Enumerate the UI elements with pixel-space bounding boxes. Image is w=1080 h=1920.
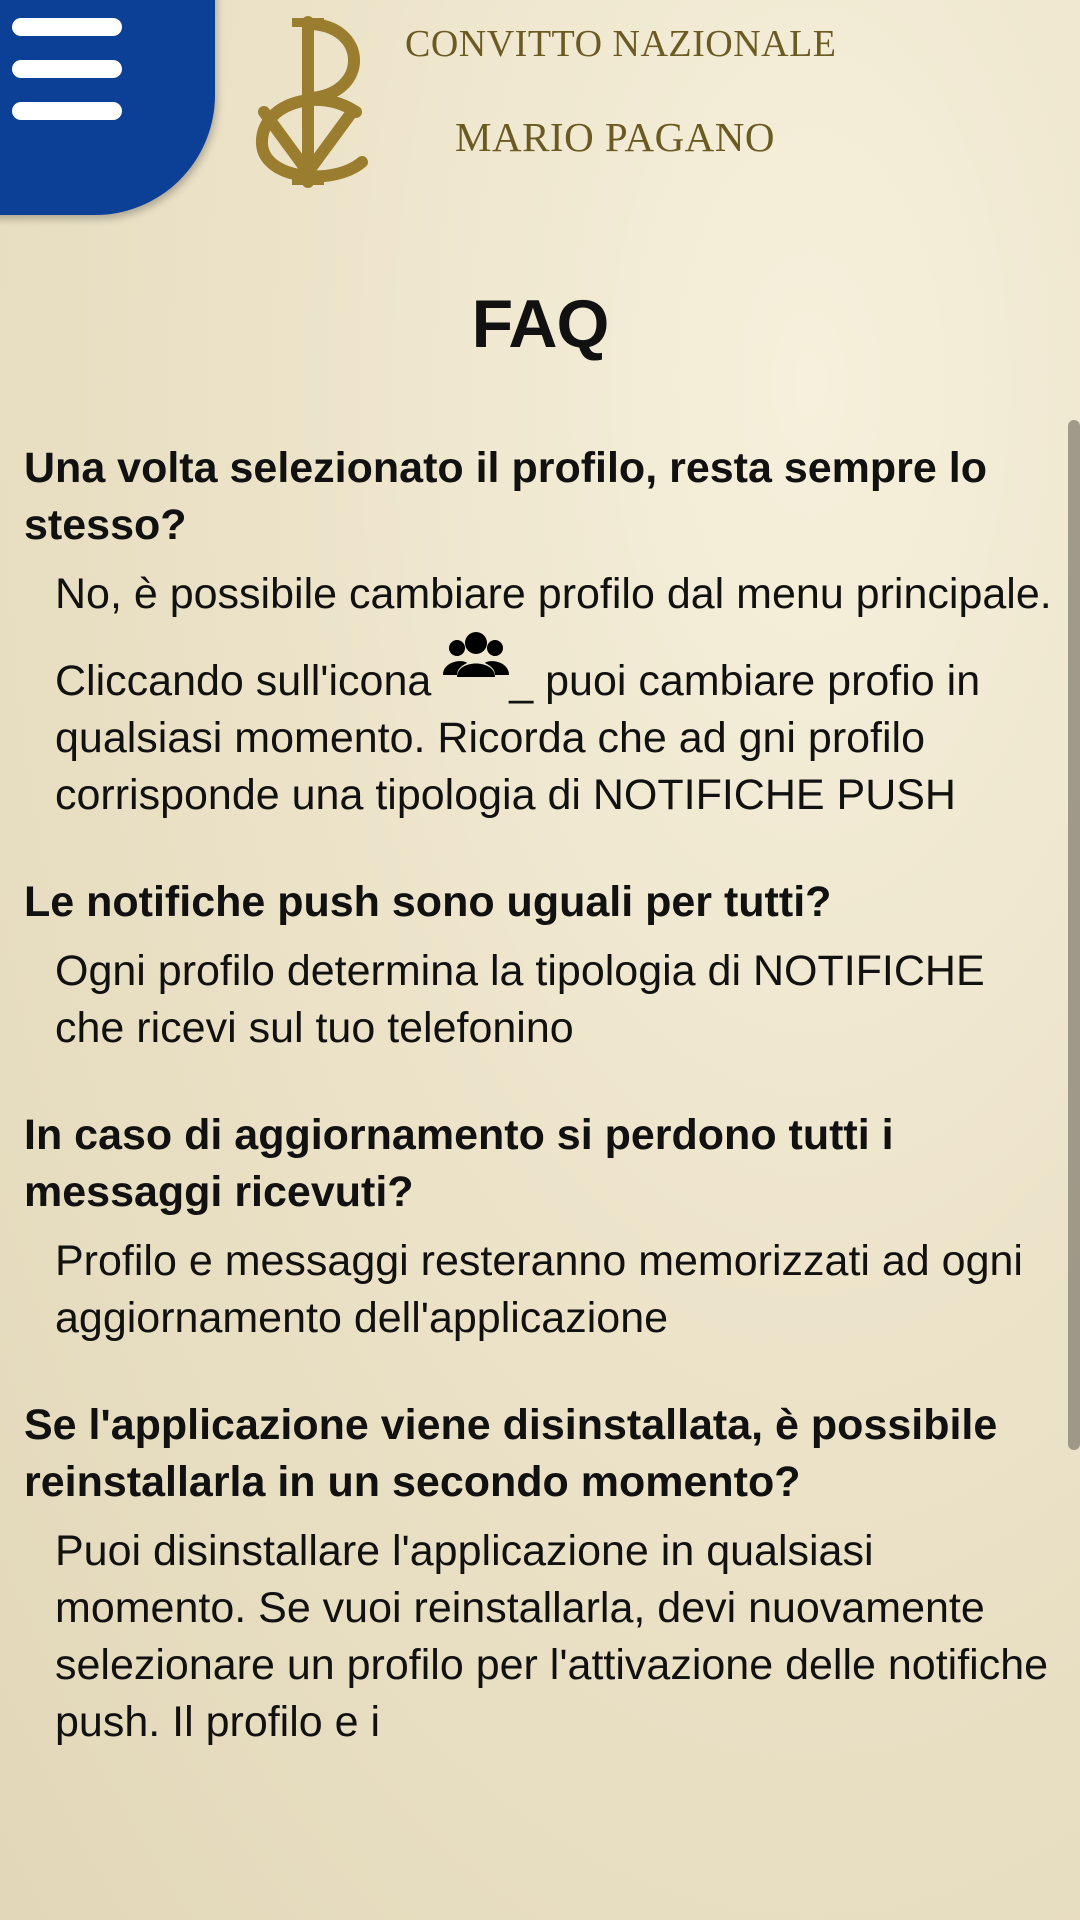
- school-logo: [248, 12, 380, 192]
- page-title: FAQ: [471, 286, 609, 362]
- school-name-line1: CONVITTO NAZIONALE: [405, 23, 837, 65]
- faq-item: [24, 440, 1054, 824]
- scrollbar[interactable]: [1068, 420, 1080, 1450]
- users-group-icon: [443, 629, 509, 689]
- hamburger-menu-icon-bar-2: [12, 60, 122, 78]
- faq-question: Una volta selezionato il profilo, resta sempre lo stesso?: [24, 444, 987, 549]
- faq-answer: Puoi disinstallare l'applicazione in qualsiasi momento. Se vuoi reinstallarla, devi nuovamente selezionare un profilo per l'attivazione delle notifiche push. Il profilo e i: [55, 1527, 1049, 1746]
- faq-item: [24, 1107, 1054, 1347]
- icon-underscore: _: [509, 657, 534, 705]
- faq-answer: No, è possibile cambiare profilo dal menu principale.: [55, 570, 1052, 618]
- faq-answer: [24, 641, 1054, 824]
- faq-item: [24, 1397, 1054, 1751]
- faq-answer-text: Cliccando sull'icona: [55, 657, 444, 705]
- hamburger-menu-icon: [12, 18, 122, 36]
- hamburger-menu-icon-bar-3: [12, 102, 122, 120]
- faq-answer: Ogni profilo determina la tipologia di NOTIFICHE che ricevi sul tuo telefonino: [55, 947, 985, 1052]
- faq-question: Le notifiche push sono uguali per tutti?: [24, 878, 832, 926]
- faq-list: [24, 440, 1054, 1801]
- school-name-line2: MARIO PAGANO: [455, 114, 776, 160]
- menu-button[interactable]: [0, 0, 215, 215]
- faq-question: In caso di aggiornamento si perdono tutti i messaggi ricevuti?: [24, 1111, 894, 1216]
- faq-answer-text: puoi cambiare profio in qualsiasi momento. Ricorda che ad gni profilo corrisponde una tipologia di NOTIFICHE PUSH: [55, 657, 981, 819]
- faq-question: Se l'applicazione viene disinstallata, è possibile reinstallarla in un secondo momento?: [24, 1401, 998, 1506]
- faq-answer: Profilo e messaggi resteranno memorizzati ad ogni aggiornamento dell'applicazione: [55, 1237, 1023, 1342]
- faq-item: [24, 874, 1054, 1057]
